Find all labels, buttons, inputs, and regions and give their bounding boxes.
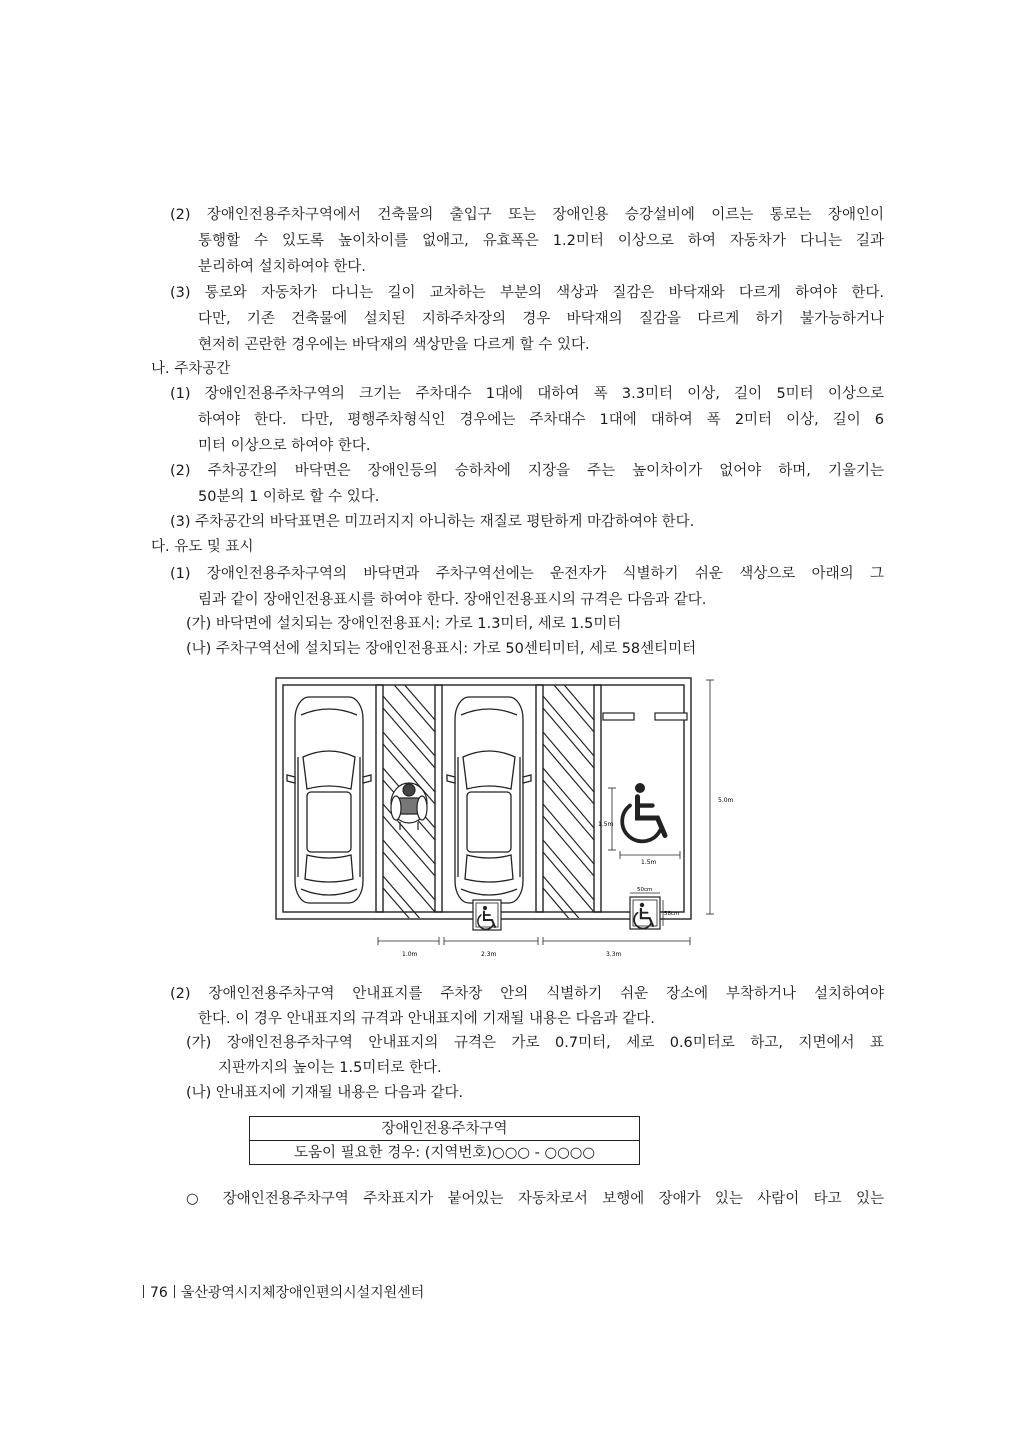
line-sign-right (630, 897, 660, 929)
section-heading-guidance: 다. 유도 및 표시 (151, 539, 254, 555)
dim-symbol-width: 1.5m (641, 859, 657, 866)
guide-item-1-line-1: (1) 장애인전용주차구역의 바닥면과 주차구역선에는 운전자가 식별하기 쉬운 색상으로 아래의 그 (170, 566, 884, 582)
guide-item-1-line-2: 림과 같이 장애인전용표시를 하여야 한다. 장애인전용표시의 규격은 다음과 같다. (198, 592, 707, 608)
car-left (287, 697, 371, 903)
section-heading-parking-space: 나. 주차공간 (151, 361, 231, 377)
sign-content-box (249, 1116, 640, 1165)
item-2-line-3: 분리하여 설치하여야 한다. (198, 259, 366, 275)
sign-title: 장애인전용주차구역 (381, 1121, 508, 1137)
guide-sub-na: (나) 주차구역선에 설치되는 장애인전용표시: 가로 50센티미터, 세로 58센티미터 (186, 641, 697, 657)
sign-contact: 도움이 필요한 경우: (지역번호)○○○ - ○○○○ (293, 1145, 596, 1161)
footer-divider (143, 1285, 144, 1298)
item-3-line-3: 현저히 곤란한 경우에는 바닥재의 색상만을 다르게 할 수 있다. (198, 337, 590, 353)
wheelchair-person-icon (391, 783, 427, 830)
space-item-3-line-1: (3) 주차공간의 바닥표면은 미끄러지지 아니하는 재질로 평탄하게 마감하여야 한다. (170, 514, 695, 530)
floor-wheelchair-icon (622, 783, 665, 841)
car-middle (447, 697, 531, 903)
guide-item-2-line-1: (2) 장애인전용주차구역 안내표지를 주차장 안의 식별하기 쉬운 장소에 부착하거나 설치하여야 (170, 986, 884, 1002)
sign-divider (250, 1140, 639, 1141)
dim-total-height: 5.0m (718, 797, 734, 804)
space-item-1-line-3: 미터 이상으로 하여야 한다. (198, 438, 371, 454)
space-item-2-line-2: 50분의 1 이하로 할 수 있다. (198, 489, 380, 505)
item-3-line-2: 다만, 기존 건축물에 설치된 지하주차장의 경우 바닥재의 질감을 다르게 하기 불가능하거나 (198, 311, 884, 327)
item-3-line-1: (3) 통로와 자동차가 다니는 길이 교차하는 부분의 색상과 질감은 바닥재와 다르게 하여야 한다. (170, 285, 884, 301)
item-2-line-1: (2) 장애인전용주차구역에서 건축물의 출입구 또는 장애인용 승강설비에 이르는 통로는 장애인이 (170, 207, 884, 223)
space-item-1-line-1: (1) 장애인전용주차구역의 크기는 주차대수 1대에 대하여 폭 3.3미터 이상, 길이 5미터 이상으로 (170, 386, 884, 402)
item-2-line-2: 통행할 수 있도록 높이차이를 없애고, 유효폭은 1.2미터 이상으로 하여 자동차가 다니는 길과 (198, 233, 884, 249)
footer-title: 울산광역시지체장애인편의시설지원센터 (180, 1285, 425, 1301)
dim-sign-width: 50cm (637, 887, 653, 893)
page-number: 76 (150, 1285, 168, 1301)
dim-symbol-height: 1.5m (598, 821, 614, 828)
guide-item-2-line-2: 한다. 이 경우 안내표지의 규격과 안내표지에 기재될 내용은 다음과 같다. (198, 1011, 655, 1027)
dim-width-2: 2.3m (481, 951, 497, 958)
dim-sign-height: 58cm (664, 911, 680, 917)
dim-width-1: 1.0m (402, 951, 418, 958)
line-sign-left (473, 900, 501, 930)
sign-sub-na: (나) 안내표지에 기재될 내용은 다음과 같다. (186, 1085, 464, 1101)
page-footer (143, 1282, 424, 1302)
sign-sub-ga-line-1: (가) 장애인전용주차구역 안내표지의 규격은 가로 0.7미터, 세로 0.6미터로 하고, 지면에서 표 (186, 1035, 884, 1051)
space-item-2-line-1: (2) 주차공간의 바닥면은 장애인등의 승하차에 지장을 주는 높이차이가 없어야 하며, 기울기는 (170, 463, 884, 479)
space-item-1-line-2: 하여야 한다. 다만, 평행주차형식인 경우에는 주차대수 1대에 대하여 폭 2미터 이상, 길이 6 (198, 412, 884, 428)
bullet-line: ○ 장애인전용주차구역 주차표지가 붙어있는 자동차로서 보행에 장애가 있는 사람이 타고 있는 (186, 1191, 884, 1207)
guide-sub-ga: (가) 바닥면에 설치되는 장애인전용표시: 가로 1.3미터, 세로 1.5미터 (186, 616, 622, 632)
dim-width-3: 3.3m (606, 951, 622, 958)
parking-layout-diagram (270, 670, 740, 965)
sign-sub-ga-line-2: 지판까지의 높이는 1.5미터로 한다. (218, 1060, 442, 1076)
footer-divider (174, 1285, 175, 1298)
